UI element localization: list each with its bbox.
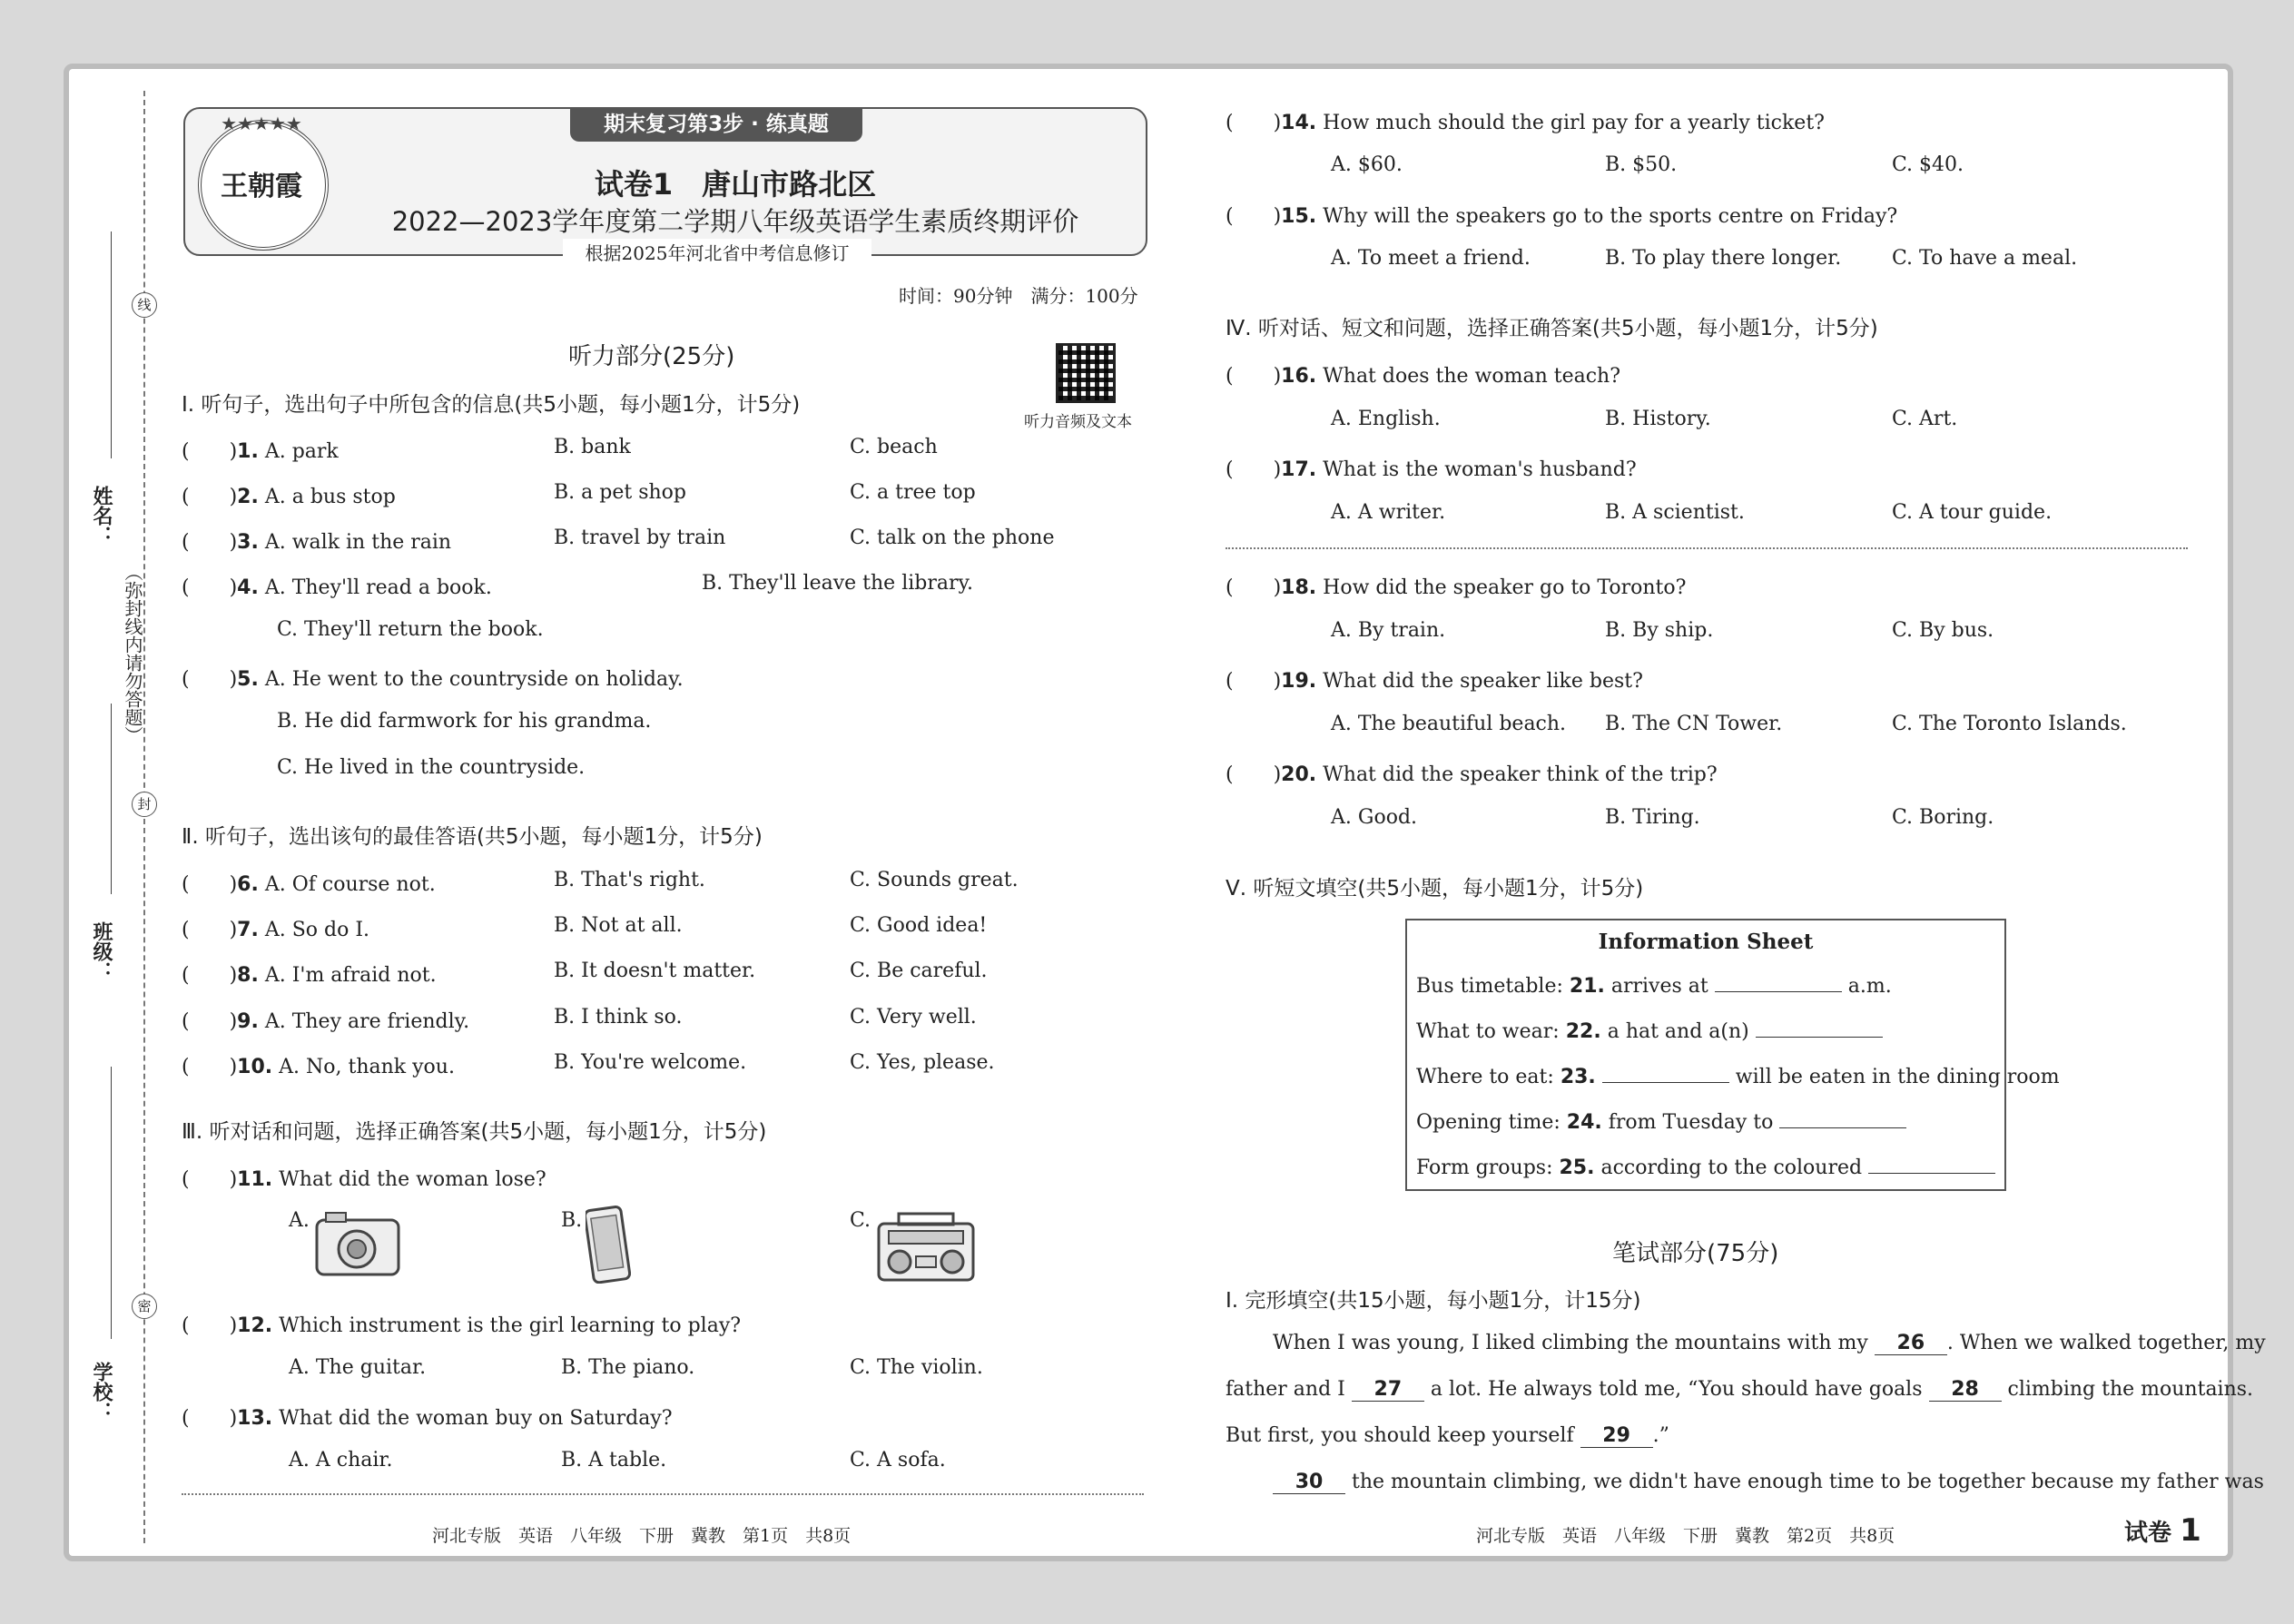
q17-option-a: A. A writer. xyxy=(1331,501,1446,524)
q14-option-c: C. $40. xyxy=(1892,153,1964,176)
q3-option-b: B. travel by train xyxy=(554,527,726,549)
writing-title: 笔试部分(75分) xyxy=(1612,1240,1779,1267)
q20-option-a: A. Good. xyxy=(1331,806,1418,829)
q6-option-c: C. Sounds great. xyxy=(850,869,1019,891)
blank-23 xyxy=(1602,1082,1729,1083)
banner: 期末复习第3步 · 练真题 xyxy=(570,107,862,142)
question-18: ( )18. How did the speaker go to Toronto? xyxy=(1226,576,1687,599)
question-2: ( )2. A. a bus stop xyxy=(182,486,396,508)
section-5-heading: Ⅴ. 听短文填空(共5小题，每小题1分，计5分) xyxy=(1226,877,1644,901)
exam-subtitle: 2022—2023学年度第二学期八年级英语学生素质终期评价 xyxy=(391,206,1079,237)
question-11: ( )11. What did the woman lose? xyxy=(182,1168,546,1191)
question-9: ( )9. A. They are friendly. xyxy=(182,1010,470,1033)
logo-text: 王朝霞 xyxy=(221,171,302,202)
radio-icon xyxy=(876,1211,976,1287)
blank-22 xyxy=(1756,1037,1883,1038)
q19-option-b: B. The CN Tower. xyxy=(1605,713,1783,735)
name-line xyxy=(111,231,112,458)
q14-option-b: B. $50. xyxy=(1605,153,1678,176)
qr-code-icon xyxy=(1056,343,1116,403)
binding-label-xian: 线 xyxy=(132,292,157,318)
q17-option-c: C. A tour guide. xyxy=(1892,501,2053,524)
q13-option-a: A. A chair. xyxy=(289,1449,393,1471)
q18-option-a: A. By train. xyxy=(1331,619,1446,642)
q6-option-b: B. That's right. xyxy=(554,869,705,891)
q12-option-b: B. The piano. xyxy=(561,1356,695,1379)
q7-option-c: C. Good idea! xyxy=(850,914,988,937)
q19-option-a: A. The beautiful beach. xyxy=(1331,713,1567,735)
camera-icon xyxy=(313,1207,404,1284)
info-row-22: What to wear: 22. a hat and a(n) xyxy=(1416,1020,1883,1043)
q11-option-b: B. xyxy=(561,1209,583,1232)
q19-option-c: C. The Toronto Islands. xyxy=(1892,713,2127,735)
q5-option-c: C. He lived in the countryside. xyxy=(277,756,586,779)
q16-option-b: B. History. xyxy=(1605,408,1711,430)
question-15: ( )15. Why will the speakers go to the sports centre on Friday? xyxy=(1226,205,1898,228)
question-4: ( )4. A. They'll read a book. xyxy=(182,576,492,599)
section-4-heading: Ⅳ. 听对话、短文和问题，选择正确答案(共5小题，每小题1分，计5分) xyxy=(1226,317,1878,340)
q12-option-a: A. The guitar. xyxy=(289,1356,427,1379)
school-line xyxy=(111,1067,112,1339)
question-16: ( )16. What does the woman teach? xyxy=(1226,365,1621,388)
question-13: ( )13. What did the woman buy on Saturday? xyxy=(182,1407,673,1430)
name-label: 姓名： xyxy=(90,486,113,546)
info-sheet-title: Information Sheet xyxy=(1598,930,1814,954)
q13-option-c: C. A sofa. xyxy=(850,1449,946,1471)
revision-note: 根据2025年河北省中考信息修订 xyxy=(563,239,871,265)
q20-option-c: C. Boring. xyxy=(1892,806,1994,829)
qr-label: 听力音频及文本 xyxy=(1024,413,1132,431)
q14-option-a: A. $60. xyxy=(1331,153,1403,176)
q10-option-b: B. You're welcome. xyxy=(554,1051,747,1074)
q10-option-c: C. Yes, please. xyxy=(850,1051,995,1074)
listening-title: 听力部分(25分) xyxy=(568,343,735,370)
footer-left: 河北专版 英语 八年级 下册 冀教 第1页 共8页 xyxy=(432,1526,852,1546)
exam-title: 试卷1 唐山市路北区 xyxy=(594,167,877,202)
q9-option-c: C. Very well. xyxy=(850,1006,977,1029)
q15-option-a: A. To meet a friend. xyxy=(1331,247,1531,270)
section-2-heading: Ⅱ. 听句子，选出该句的最佳答语(共5小题，每小题1分，计5分) xyxy=(182,825,763,849)
blank-21 xyxy=(1715,991,1842,992)
cloze-line-2: father and I 27 a lot. He always told me, “You should have goals 28 climbing the mountains. xyxy=(1226,1378,2254,1401)
q18-option-b: B. By ship. xyxy=(1605,619,1714,642)
q17-option-b: B. A scientist. xyxy=(1605,501,1745,524)
q2-option-c: C. a tree top xyxy=(850,481,976,504)
binding-note: （弥封线内请勿答题） xyxy=(122,563,143,744)
blank-24 xyxy=(1779,1127,1906,1128)
binding-label-mi: 密 xyxy=(132,1294,157,1319)
q15-option-c: C. To have a meal. xyxy=(1892,247,2078,270)
q12-option-c: C. The violin. xyxy=(850,1356,983,1379)
info-row-24: Opening time: 24. from Tuesday to xyxy=(1416,1111,1906,1134)
school-label: 学校： xyxy=(90,1362,113,1422)
cloze-line-4: 30 the mountain climbing, we didn't have enough time to be together because my father was xyxy=(1273,1471,2264,1494)
class-line xyxy=(111,704,112,894)
q15-option-b: B. To play there longer. xyxy=(1605,247,1842,270)
question-3: ( )3. A. walk in the rain xyxy=(182,531,452,554)
q8-option-c: C. Be careful. xyxy=(850,960,988,982)
cloze-blank-28: 28 xyxy=(1929,1378,2002,1402)
q18-option-c: C. By bus. xyxy=(1892,619,1994,642)
q13-option-b: B. A table. xyxy=(561,1449,667,1471)
cloze-blank-30: 30 xyxy=(1273,1471,1345,1494)
q7-option-b: B. Not at all. xyxy=(554,914,683,937)
q8-option-b: B. It doesn't matter. xyxy=(554,960,756,982)
question-19: ( )19. What did the speaker like best? xyxy=(1226,670,1643,693)
q11-option-a: A. xyxy=(289,1209,310,1232)
information-sheet xyxy=(1405,919,2006,1191)
question-1: ( )1. A. park xyxy=(182,440,339,463)
q4-option-c: C. They'll return the book. xyxy=(277,618,544,641)
info-row-21: Bus timetable: 21. arrives at a.m. xyxy=(1416,975,1892,998)
cloze-blank-26: 26 xyxy=(1875,1332,1947,1355)
question-6: ( )6. A. Of course not. xyxy=(182,873,436,896)
section-3-heading: Ⅲ. 听对话和问题，选择正确答案(共5小题，每小题1分，计5分) xyxy=(182,1120,767,1144)
q2-option-b: B. a pet shop xyxy=(554,481,686,504)
question-20: ( )20. What did the speaker think of the trip? xyxy=(1226,763,1718,786)
time-score: 时间：90分钟 满分：100分 xyxy=(899,285,1138,307)
cloze-blank-27: 27 xyxy=(1352,1378,1424,1402)
question-8: ( )8. A. I'm afraid not. xyxy=(182,964,437,987)
right-divider xyxy=(1226,547,2188,549)
left-bottom-divider xyxy=(182,1493,1144,1495)
logo-stars: ★★★★★ xyxy=(221,113,302,134)
q9-option-b: B. I think so. xyxy=(554,1006,683,1029)
question-12: ( )12. Which instrument is the girl learning to play? xyxy=(182,1314,742,1337)
footer-right: 河北专版 英语 八年级 下册 冀教 第2页 共8页 xyxy=(1476,1526,1895,1546)
q16-option-c: C. Art. xyxy=(1892,408,1958,430)
q5-option-b: B. He did farmwork for his grandma. xyxy=(277,710,652,733)
question-7: ( )7. A. So do I. xyxy=(182,919,370,941)
cloze-line-1: When I was young, I liked climbing the mountains with my 26 . When we walked together, my xyxy=(1273,1332,2266,1354)
class-label: 班级： xyxy=(90,921,113,981)
section-1-heading: Ⅰ. 听句子，选出句子中所包含的信息(共5小题，每小题1分，计5分) xyxy=(182,393,801,417)
writing-section-1-heading: Ⅰ. 完形填空(共15小题，每小题1分，计15分) xyxy=(1226,1289,1641,1313)
info-row-25: Form groups: 25. according to the coloured xyxy=(1416,1156,1995,1179)
paper-label: 试卷 1 xyxy=(2124,1512,2201,1549)
binding-label-feng: 封 xyxy=(132,792,157,817)
q3-option-c: C. talk on the phone xyxy=(850,527,1055,549)
question-5: ( )5. A. He went to the countryside on holiday. xyxy=(182,668,684,691)
q20-option-b: B. Tiring. xyxy=(1605,806,1700,829)
info-row-23: Where to eat: 23. will be eaten in the dining room xyxy=(1416,1066,2060,1088)
q11-option-c: C. xyxy=(850,1209,871,1232)
question-14: ( )14. How much should the girl pay for a yearly ticket? xyxy=(1226,112,1825,134)
phone-icon xyxy=(586,1206,631,1287)
q1-option-c: C. beach xyxy=(850,436,938,458)
cloze-line-3: But first, you should keep yourself 29 .” xyxy=(1226,1424,1669,1447)
q1-option-b: B. bank xyxy=(554,436,631,458)
blank-25 xyxy=(1868,1173,1995,1174)
q16-option-a: A. English. xyxy=(1331,408,1441,430)
question-10: ( )10. A. No, thank you. xyxy=(182,1056,455,1078)
cloze-blank-29: 29 xyxy=(1580,1424,1653,1448)
question-17: ( )17. What is the woman's husband? xyxy=(1226,458,1637,481)
q4-option-b: B. They'll leave the library. xyxy=(702,572,973,595)
